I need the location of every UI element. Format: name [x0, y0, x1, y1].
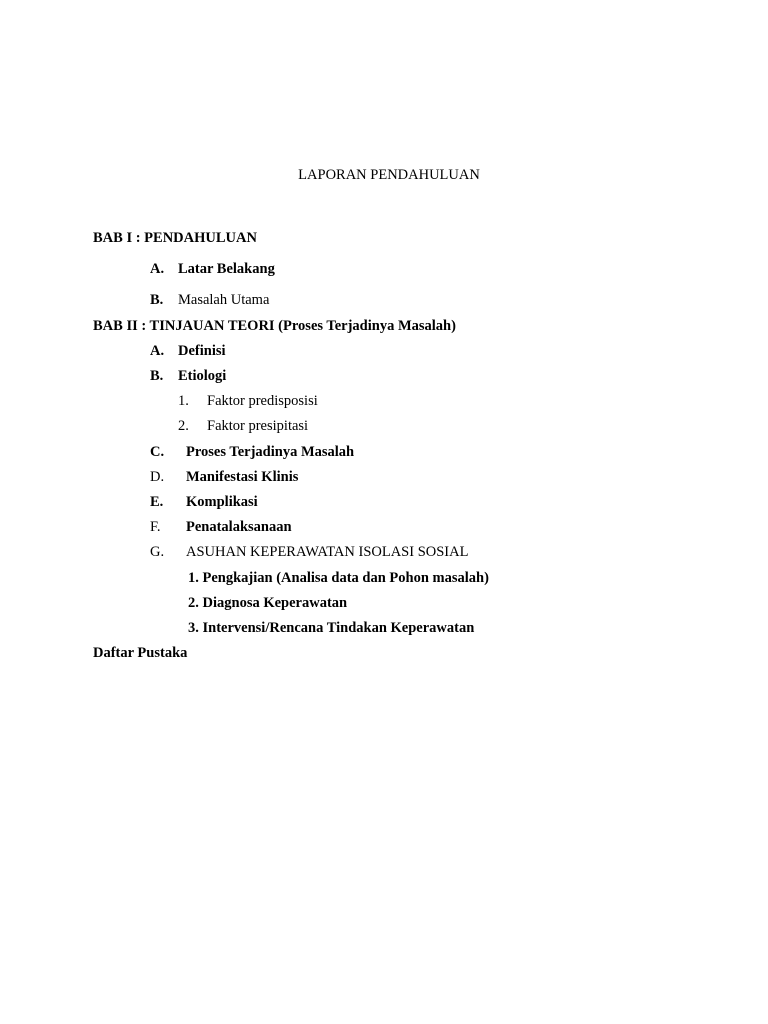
item-label: Penatalaksanaan — [186, 519, 292, 535]
item-label: Latar Belakang — [178, 261, 275, 277]
item-marker: B. — [150, 292, 164, 308]
item-marker: B. — [150, 368, 164, 384]
item-label: Etiologi — [178, 368, 227, 384]
item-marker: A. — [150, 343, 165, 359]
bab2-g-subitem-2: 2. Diagnosa Keperawatan — [188, 595, 348, 611]
item-marker: D. — [150, 469, 165, 485]
bab2-item-b — [150, 367, 227, 385]
bab1-heading: BAB I : PENDAHULUAN — [93, 230, 257, 246]
document-title: LAPORAN PENDAHULUAN — [298, 167, 480, 183]
item-marker: E. — [150, 494, 164, 510]
bab2-g-subitem-3: 3. Intervensi/Rencana Tindakan Keperawatan — [188, 620, 475, 636]
bab2-item-e — [150, 493, 258, 511]
bab2-subitem-2 — [178, 417, 309, 435]
item-marker: A. — [150, 261, 165, 277]
item-label: Masalah Utama — [178, 292, 270, 308]
item-marker: F. — [150, 519, 161, 535]
item-marker: G. — [150, 544, 165, 560]
bab1-item-b — [150, 291, 270, 309]
bab2-item-d — [150, 468, 299, 486]
item-label: Manifestasi Klinis — [186, 469, 299, 485]
bab2-item-c — [150, 443, 355, 461]
item-marker: C. — [150, 444, 165, 460]
item-label: Proses Terjadinya Masalah — [186, 444, 355, 460]
item-label: Definisi — [178, 343, 226, 359]
bab2-g-subitem-1: 1. Pengkajian (Analisa data dan Pohon masalah) — [188, 570, 489, 586]
item-label: Komplikasi — [186, 494, 258, 510]
bab1-item-a — [150, 260, 275, 278]
daftar-pustaka: Daftar Pustaka — [93, 645, 188, 661]
item-label: ASUHAN KEPERAWATAN ISOLASI SOSIAL — [186, 544, 469, 560]
bab2-heading: BAB II : TINJAUAN TEORI (Proses Terjadinya Masalah) — [93, 318, 456, 334]
bab2-subitem-1 — [178, 392, 318, 410]
bab2-item-f — [150, 518, 292, 536]
item-marker: 2. — [178, 418, 189, 434]
item-label: Faktor predisposisi — [207, 393, 318, 409]
item-label: Faktor presipitasi — [207, 418, 309, 434]
item-marker: 1. — [178, 393, 189, 409]
bab2-item-g — [150, 543, 469, 561]
bab2-item-a — [150, 342, 226, 360]
